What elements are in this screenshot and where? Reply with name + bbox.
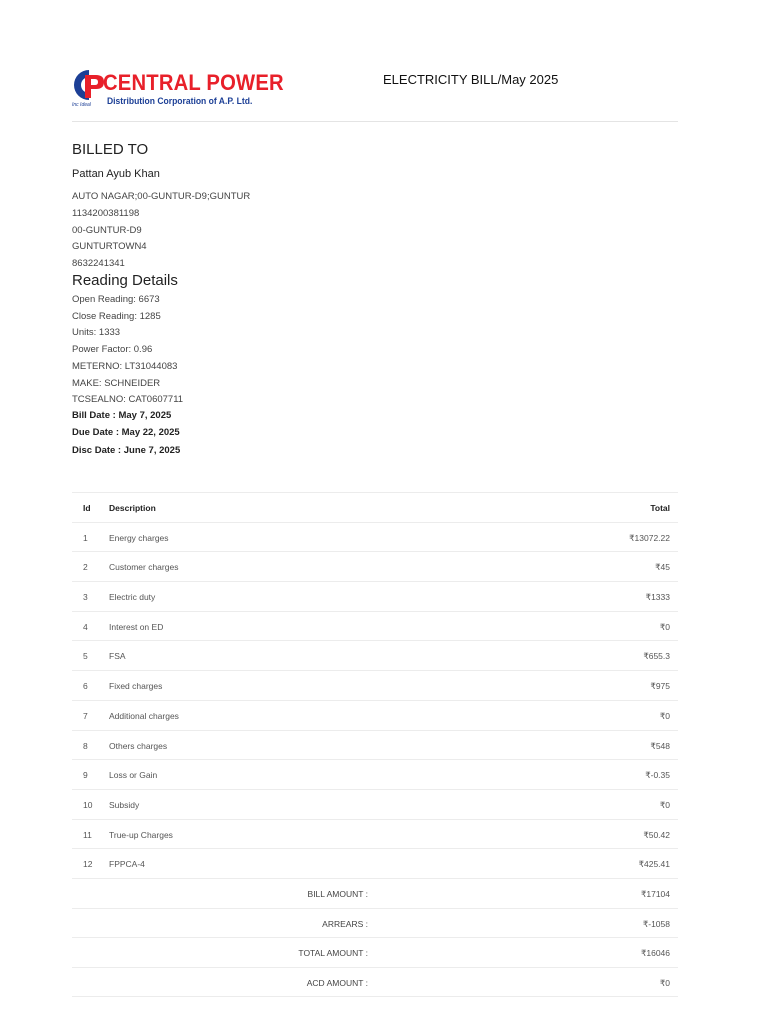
row-total: ₹425.41 — [638, 859, 670, 870]
customer-area: GUNTURTOWN4 — [72, 241, 147, 252]
row-description: Subsidy — [109, 799, 140, 810]
row-total: ₹-0.35 — [645, 770, 670, 781]
table-row — [72, 848, 678, 878]
summary-row-acd-amount — [72, 967, 678, 997]
meter-number: METERNO: LT31044083 — [72, 361, 178, 372]
logo-company-subtitle: Distribution Corporation of A.P. Ltd. — [107, 96, 253, 107]
row-total: ₹1333 — [645, 592, 670, 603]
row-id: 2 — [83, 562, 88, 573]
meter-make: MAKE: SCHNEIDER — [72, 378, 161, 389]
summary-label: ACD AMOUNT : — [306, 978, 368, 988]
row-description: True-up Charges — [109, 829, 173, 840]
table-row — [72, 522, 678, 552]
summary-row-total-amount — [72, 937, 678, 967]
header-divider — [72, 121, 678, 122]
due-date: Due Date : May 22, 2025 — [72, 427, 180, 438]
disc-date: Disc Date : June 7, 2025 — [72, 445, 181, 456]
summary-value: ₹0 — [659, 978, 670, 988]
row-id: 6 — [83, 681, 88, 692]
row-total: ₹0 — [659, 621, 670, 632]
row-total: ₹0 — [659, 799, 670, 810]
customer-section: 00-GUNTUR-D9 — [72, 225, 142, 236]
table-row — [72, 670, 678, 700]
row-id: 11 — [83, 829, 92, 840]
row-id: 5 — [83, 651, 88, 662]
table-row — [72, 640, 678, 670]
bill-page — [72, 0, 678, 1024]
summary-value: ₹-1058 — [642, 918, 670, 929]
customer-phone: 8632241341 — [72, 258, 125, 269]
row-total: ₹548 — [650, 740, 670, 751]
row-description: Fixed charges — [109, 681, 163, 692]
company-logo — [72, 68, 284, 112]
open-reading: Open Reading: 6673 — [72, 294, 160, 305]
row-description: Interest on ED — [109, 621, 164, 632]
bill-date: Bill Date : May 7, 2025 — [72, 410, 172, 421]
row-description: FPPCA-4 — [109, 859, 145, 870]
row-total: ₹13072.22 — [629, 532, 670, 543]
customer-name: Pattan Ayub Khan — [72, 168, 160, 180]
row-total: ₹975 — [650, 681, 670, 692]
row-id: 10 — [83, 799, 93, 810]
logo-tagline: Inc Ideal — [72, 102, 91, 108]
table-row — [72, 730, 678, 760]
row-description: Loss or Gain — [109, 770, 158, 781]
row-total: ₹50.42 — [643, 829, 670, 840]
summary-row-bill-amount — [72, 878, 678, 908]
table-header-row — [72, 492, 678, 522]
row-description: Customer charges — [109, 562, 179, 573]
table-row — [72, 611, 678, 641]
row-id: 8 — [83, 740, 88, 751]
table-row — [72, 551, 678, 581]
summary-value: ₹16046 — [640, 948, 670, 959]
charges-table — [72, 492, 678, 997]
row-id: 3 — [83, 592, 88, 603]
row-id: 1 — [83, 532, 88, 543]
row-id: 7 — [83, 710, 88, 721]
power-factor: Power Factor: 0.96 — [72, 344, 153, 355]
table-row — [72, 789, 678, 819]
close-reading: Close Reading: 1285 — [72, 311, 161, 322]
table-row — [72, 700, 678, 730]
summary-label: BILL AMOUNT : — [307, 888, 368, 899]
summary-value: ₹17104 — [640, 888, 670, 899]
summary-label: TOTAL AMOUNT : — [298, 948, 368, 959]
table-row — [72, 759, 678, 789]
row-total: ₹45 — [655, 562, 670, 573]
customer-address: AUTO NAGAR;00-GUNTUR-D9;GUNTUR — [72, 191, 251, 202]
row-total: ₹0 — [659, 710, 670, 721]
table-row — [72, 819, 678, 849]
row-id: 9 — [83, 770, 88, 781]
column-header-description: Description — [109, 503, 156, 513]
column-header-id: Id — [83, 503, 91, 513]
logo-company-name: CENTRAL POWER — [103, 70, 284, 95]
row-total: ₹655.3 — [643, 651, 670, 662]
units: Units: 1333 — [72, 327, 121, 338]
customer-service-number: 1134200381198 — [72, 208, 140, 219]
billed-to-heading: BILLED TO — [72, 141, 149, 158]
summary-label: ARREARS : — [322, 918, 368, 929]
row-id: 4 — [83, 621, 88, 632]
reading-details-heading: Reading Details — [72, 272, 178, 289]
tc-seal-number: TCSEALNO: CAT0607711 — [72, 394, 184, 405]
row-description: Energy charges — [109, 532, 169, 543]
row-description: Electric duty — [109, 592, 156, 603]
row-description: FSA — [109, 651, 126, 662]
column-header-total: Total — [650, 503, 670, 513]
bill-title: ELECTRICITY BILL/May 2025 — [383, 72, 559, 87]
row-description: Additional charges — [109, 710, 179, 721]
row-id: 12 — [83, 859, 93, 870]
row-description: Others charges — [109, 740, 168, 751]
summary-row-arrears — [72, 908, 678, 938]
table-row — [72, 581, 678, 611]
